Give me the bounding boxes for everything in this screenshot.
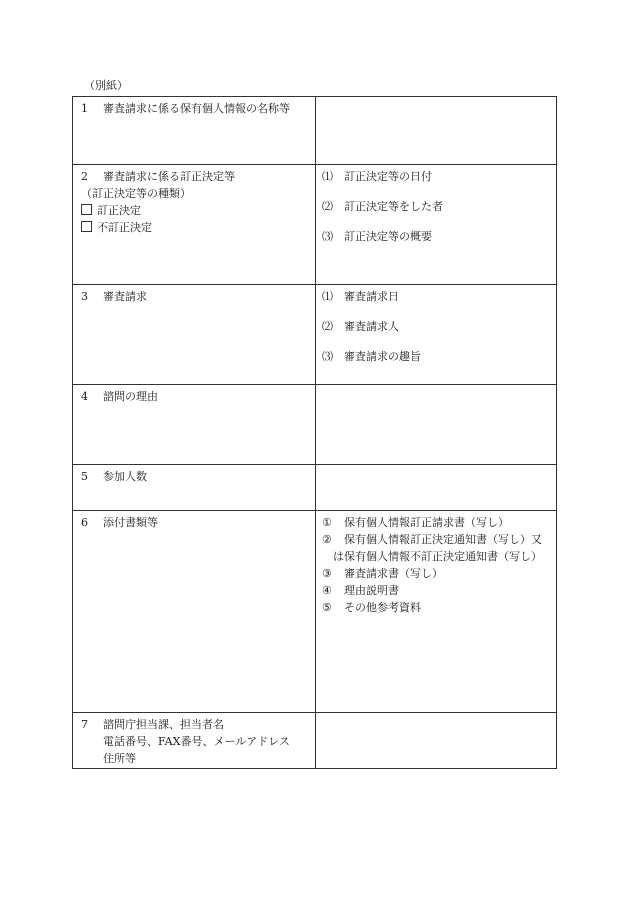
option-label: 訂正決定	[97, 204, 141, 217]
option-label: 不訂正決定	[97, 221, 152, 234]
item-mark: ⑶	[322, 350, 333, 363]
row-7-heading-cell	[73, 713, 316, 769]
row-title: 参加人数	[103, 470, 147, 483]
row-detail-line: 電話番号、FAX番号、メールアドレス	[103, 735, 290, 748]
list-item	[322, 348, 552, 365]
item-mark: ②	[322, 533, 332, 546]
list-item	[322, 531, 552, 548]
table-row	[73, 97, 557, 165]
list-item	[322, 168, 552, 185]
list-item	[322, 288, 552, 305]
option-non-correction[interactable]	[81, 219, 309, 236]
item-text: 審査請求の趣旨	[344, 350, 421, 363]
table-row	[73, 511, 557, 713]
item-text: 保有個人情報訂正請求書（写し）	[344, 516, 509, 529]
item-mark: ①	[322, 516, 332, 529]
list-item	[322, 198, 552, 215]
row-title: 審査請求に係る保有個人情報の名称等	[103, 102, 290, 115]
item-text: 審査請求書（写し）	[344, 567, 443, 580]
item-text: 審査請求日	[344, 290, 399, 303]
item-mark: ⑵	[322, 200, 333, 213]
table-row	[73, 165, 557, 285]
row-3-content-cell[interactable]	[316, 285, 557, 385]
row-7-content-cell[interactable]	[316, 713, 557, 769]
row-number: 7	[81, 718, 88, 731]
item-text: 訂正決定等の日付	[344, 170, 432, 183]
row-number: 5	[81, 470, 88, 483]
row-4-content-cell[interactable]	[316, 385, 557, 465]
item-mark: ⑤	[322, 601, 332, 614]
list-item	[322, 514, 552, 531]
item-text: 訂正決定等の概要	[344, 230, 432, 243]
item-mark: ⑴	[322, 290, 333, 303]
list-item	[322, 228, 552, 245]
row-3-heading-cell	[73, 285, 316, 385]
list-item	[322, 599, 552, 616]
form-table	[72, 96, 557, 769]
row-title: 審査請求	[103, 290, 147, 303]
checkbox-icon[interactable]	[81, 221, 92, 232]
list-item	[322, 565, 552, 582]
row-1-content-cell[interactable]	[316, 97, 557, 165]
item-text: その他参考資料	[344, 601, 421, 614]
item-text: 理由説明書	[344, 584, 399, 597]
row-title: 諮問庁担当課、担当者名	[103, 718, 224, 731]
option-correction[interactable]	[81, 202, 309, 219]
row-title: 審査請求に係る訂正決定等	[103, 170, 235, 183]
item-mark: ⑶	[322, 230, 333, 243]
table-row	[73, 285, 557, 385]
table-row	[73, 385, 557, 465]
row-6-content-cell[interactable]	[316, 511, 557, 713]
row-title: 添付書類等	[103, 516, 158, 529]
row-title: 諮問の理由	[103, 390, 158, 403]
list-item	[322, 582, 552, 599]
row-subtitle: （訂正決定等の種類）	[81, 187, 191, 200]
document-label: （別紙）	[84, 79, 128, 92]
list-item	[322, 318, 552, 335]
row-detail-line: 住所等	[103, 752, 136, 765]
row-number: 6	[81, 516, 88, 529]
row-number: 2	[81, 170, 88, 183]
item-mark: ⑵	[322, 320, 333, 333]
row-number: 4	[81, 390, 88, 403]
row-4-heading-cell	[73, 385, 316, 465]
row-number: 1	[81, 102, 88, 115]
list-item-continuation: は保有個人情報不訂正決定通知書（写し）	[333, 550, 542, 563]
row-1-heading-cell	[73, 97, 316, 165]
item-text: 訂正決定等をした者	[344, 200, 443, 213]
table-row	[73, 713, 557, 769]
item-mark: ⑴	[322, 170, 333, 183]
checkbox-icon[interactable]	[81, 204, 92, 215]
row-5-content-cell[interactable]	[316, 465, 557, 511]
item-text: 審査請求人	[344, 320, 399, 333]
row-number: 3	[81, 290, 88, 303]
row-6-heading-cell	[73, 511, 316, 713]
table-row	[73, 465, 557, 511]
item-mark: ③	[322, 567, 332, 580]
item-mark: ④	[322, 584, 332, 597]
row-2-content-cell[interactable]	[316, 165, 557, 285]
item-text: 保有個人情報訂正決定通知書（写し）又	[344, 533, 542, 546]
row-5-heading-cell	[73, 465, 316, 511]
row-2-heading-cell	[73, 165, 316, 285]
